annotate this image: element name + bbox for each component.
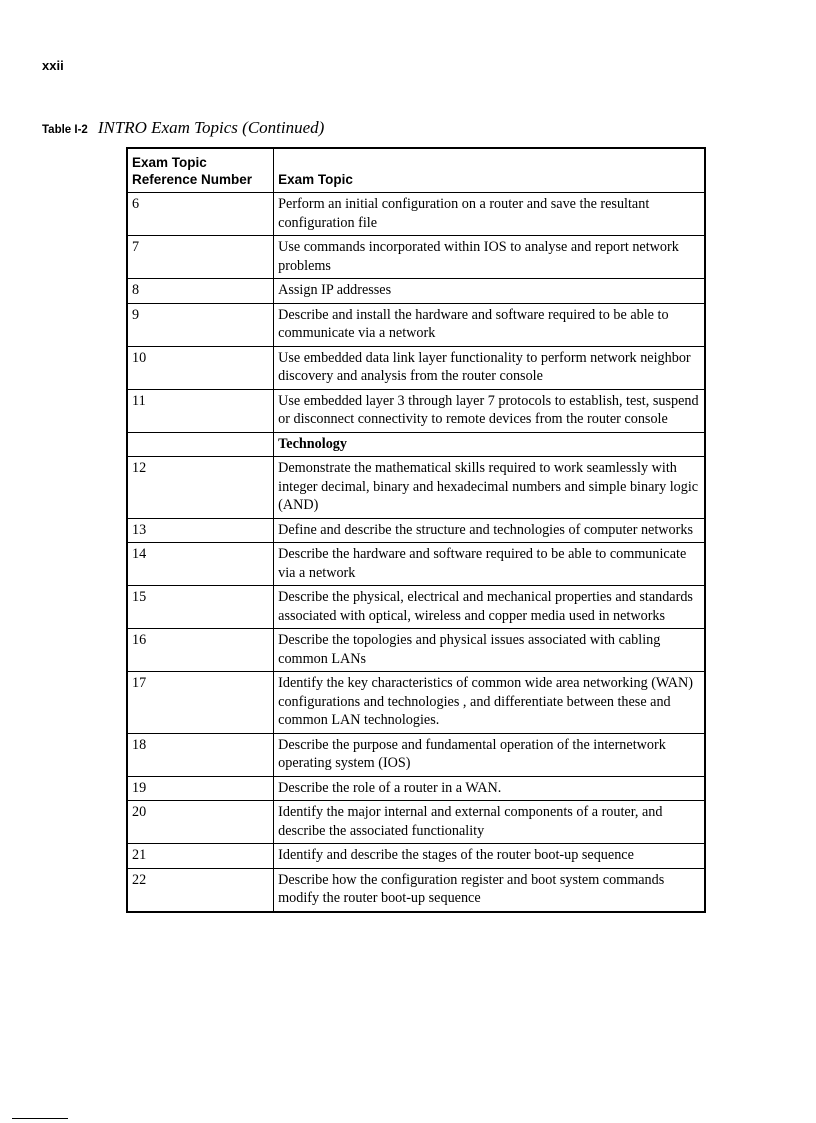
exam-topic-cell: Describe the physical, electrical and mechanical properties and standards associated with optical, wireless and copper media used in networks <box>274 586 705 629</box>
reference-number-cell: 9 <box>127 303 274 346</box>
exam-topic-cell: Describe the hardware and software required to be able to communicate via a network <box>274 543 705 586</box>
table-row <box>127 346 705 389</box>
exam-topic-cell: Use embedded layer 3 through layer 7 protocols to establish, test, suspend or disconnect connectivity to remote devices from the router console <box>274 389 705 432</box>
table-row <box>127 279 705 304</box>
exam-topic-cell: Describe and install the hardware and software required to be able to communicate via a network <box>274 303 705 346</box>
table-row <box>127 629 705 672</box>
exam-topic-cell: Demonstrate the mathematical skills required to work seamlessly with integer decimal, binary and hexadecimal numbers and simple binary logic (AND) <box>274 457 705 519</box>
reference-number-cell: 22 <box>127 868 274 912</box>
table-row <box>127 868 705 912</box>
reference-number-cell: 10 <box>127 346 274 389</box>
exam-topic-cell: Identify the major internal and external components of a router, and describe the associated functionality <box>274 801 705 844</box>
exam-topic-cell: Describe how the configuration register and boot system commands modify the router boot-up sequence <box>274 868 705 912</box>
table-row <box>127 801 705 844</box>
section-heading-cell: Technology <box>274 432 705 457</box>
exam-topic-cell: Use commands incorporated within IOS to analyse and report network problems <box>274 236 705 279</box>
footer-rule <box>12 1118 68 1119</box>
table-row <box>127 543 705 586</box>
exam-topic-cell: Define and describe the structure and technologies of computer networks <box>274 518 705 543</box>
reference-number-cell: 11 <box>127 389 274 432</box>
reference-number-cell: 17 <box>127 672 274 734</box>
reference-number-cell: 16 <box>127 629 274 672</box>
exam-topic-cell: Describe the role of a router in a WAN. <box>274 776 705 801</box>
reference-number-cell: 14 <box>127 543 274 586</box>
exam-topic-cell: Perform an initial configuration on a router and save the resultant configuration file <box>274 193 705 236</box>
table-header-row <box>127 148 705 193</box>
reference-number-cell: 20 <box>127 801 274 844</box>
table-row <box>127 457 705 519</box>
reference-number-cell: 15 <box>127 586 274 629</box>
table-row <box>127 672 705 734</box>
column-header-reference: Exam Topic Reference Number <box>127 148 274 193</box>
reference-number-cell: 18 <box>127 733 274 776</box>
exam-topic-cell: Describe the topologies and physical issues associated with cabling common LANs <box>274 629 705 672</box>
reference-number-cell <box>127 432 274 457</box>
exam-topic-cell: Identify the key characteristics of common wide area networking (WAN) configurations and technologies , and differentiate between these and common LAN technologies. <box>274 672 705 734</box>
table-row <box>127 303 705 346</box>
table-row <box>127 733 705 776</box>
table-body <box>127 193 705 912</box>
column-header-topic: Exam Topic <box>274 148 705 193</box>
reference-number-cell: 21 <box>127 844 274 869</box>
table-row <box>127 193 705 236</box>
exam-topics-table <box>126 147 706 913</box>
exam-topic-cell: Use embedded data link layer functionality to perform network neighbor discovery and analysis from the router console <box>274 346 705 389</box>
table-title: INTRO Exam Topics (Continued) <box>97 118 325 137</box>
table-row <box>127 389 705 432</box>
table-row <box>127 776 705 801</box>
reference-number-cell: 7 <box>127 236 274 279</box>
section-row <box>127 432 705 457</box>
reference-number-cell: 6 <box>127 193 274 236</box>
reference-number-cell: 8 <box>127 279 274 304</box>
exam-topic-cell: Identify and describe the stages of the router boot-up sequence <box>274 844 705 869</box>
table-row <box>127 844 705 869</box>
table-caption <box>42 118 324 138</box>
page-number: xxii <box>42 58 64 73</box>
reference-number-cell: 12 <box>127 457 274 519</box>
reference-number-cell: 13 <box>127 518 274 543</box>
exam-topic-cell: Describe the purpose and fundamental operation of the internetwork operating system (IOS) <box>274 733 705 776</box>
exam-topic-cell: Assign IP addresses <box>274 279 705 304</box>
table-row <box>127 236 705 279</box>
table-row <box>127 518 705 543</box>
reference-number-cell: 19 <box>127 776 274 801</box>
table-label: Table I-2 <box>42 124 88 136</box>
table-row <box>127 586 705 629</box>
